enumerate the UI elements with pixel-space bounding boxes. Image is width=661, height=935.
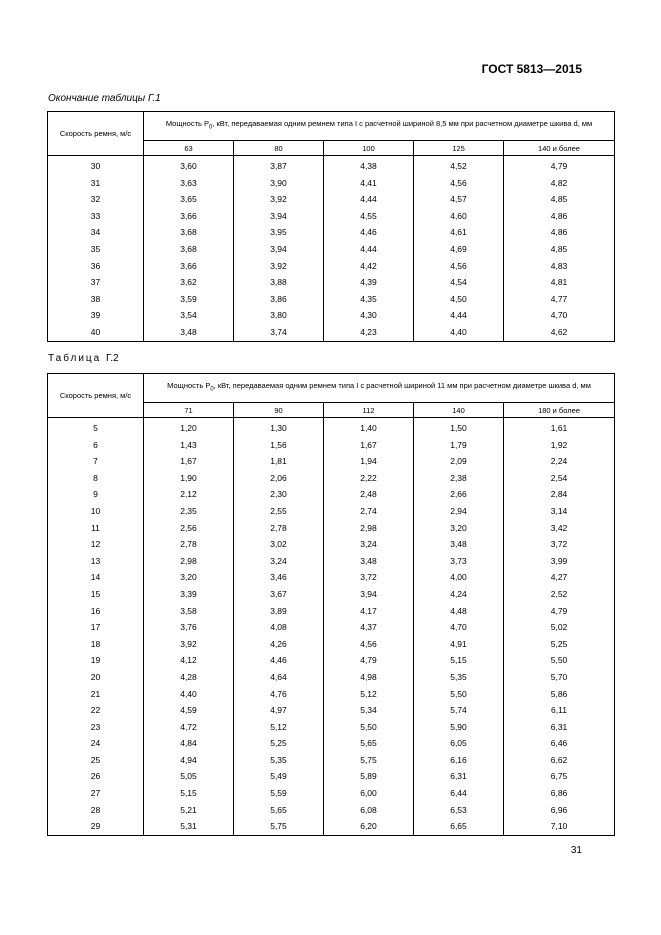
power-cell: 2,98 (144, 553, 234, 570)
speed-cell: 28 (48, 802, 144, 819)
power-cell: 4,82 (504, 175, 615, 192)
speed-cell: 27 (48, 785, 144, 802)
power-cell: 4,17 (324, 603, 414, 620)
power-cell: 3,80 (234, 307, 324, 324)
power-cell: 1,43 (144, 437, 234, 454)
speed-cell: 16 (48, 603, 144, 620)
diameter-header: 90 (234, 403, 324, 418)
power-cell: 4,24 (414, 586, 504, 603)
power-cell: 3,14 (504, 503, 615, 520)
power-cell: 1,67 (324, 437, 414, 454)
power-cell: 2,56 (144, 520, 234, 537)
table-row (48, 503, 615, 520)
power-cell: 3,92 (234, 191, 324, 208)
power-cell: 3,99 (504, 553, 615, 570)
table-row (48, 802, 615, 819)
diameter-header: 112 (324, 403, 414, 418)
speed-cell: 9 (48, 486, 144, 503)
power-cell: 4,44 (414, 307, 504, 324)
power-cell: 2,84 (504, 486, 615, 503)
power-cell: 3,24 (234, 553, 324, 570)
power-cell: 4,52 (414, 156, 504, 175)
power-cell: 5,12 (324, 686, 414, 703)
speed-header: Скорость ремня, м/с (48, 112, 144, 156)
power-cell: 4,57 (414, 191, 504, 208)
power-cell: 2,98 (324, 520, 414, 537)
power-cell: 3,94 (234, 241, 324, 258)
speed-cell: 38 (48, 291, 144, 308)
table1 (47, 111, 615, 342)
power-cell: 6,16 (414, 752, 504, 769)
power-cell: 5,90 (414, 719, 504, 736)
speed-cell: 29 (48, 818, 144, 835)
power-cell: 5,15 (144, 785, 234, 802)
power-cell: 1,94 (324, 453, 414, 470)
diameter-header: 100 (324, 141, 414, 156)
power-cell: 4,86 (504, 224, 615, 241)
power-cell: 5,21 (144, 802, 234, 819)
table-row (48, 191, 615, 208)
power-cell: 6,96 (504, 802, 615, 819)
power-cell: 2,22 (324, 470, 414, 487)
power-cell: 4,97 (234, 702, 324, 719)
power-header: Мощность $P_0$, кВт, передаваемая одним ремнем типа I с расчетной шириной 8,5 мм при расчетном диаметре шкива d, мм (144, 112, 615, 141)
power-cell: 4,37 (324, 619, 414, 636)
power-cell: 4,55 (324, 208, 414, 225)
power-cell: 5,35 (234, 752, 324, 769)
table-row (48, 536, 615, 553)
power-cell: 6,62 (504, 752, 615, 769)
power-cell: 2,06 (234, 470, 324, 487)
power-cell: 3,74 (234, 324, 324, 341)
power-cell: 4,77 (504, 291, 615, 308)
power-cell: 4,85 (504, 241, 615, 258)
power-cell: 4,27 (504, 569, 615, 586)
table-row (48, 603, 615, 620)
speed-cell: 40 (48, 324, 144, 341)
power-cell: 1,81 (234, 453, 324, 470)
power-cell: 6,75 (504, 768, 615, 785)
power-cell: 5,74 (414, 702, 504, 719)
table-row (48, 241, 615, 258)
power-cell: 3,39 (144, 586, 234, 603)
table-row (48, 274, 615, 291)
table-row (48, 652, 615, 669)
power-cell: 3,46 (234, 569, 324, 586)
table2 (47, 373, 615, 836)
table-row (48, 735, 615, 752)
speed-cell: 5 (48, 418, 144, 437)
power-cell: 4,12 (144, 652, 234, 669)
power-cell: 3,95 (234, 224, 324, 241)
power-cell: 4,39 (324, 274, 414, 291)
power-cell: 4,62 (504, 324, 615, 341)
power-cell: 4,54 (414, 274, 504, 291)
table-row (48, 768, 615, 785)
power-cell: 4,42 (324, 258, 414, 275)
power-cell: 3,24 (324, 536, 414, 553)
power-cell: 5,70 (504, 669, 615, 686)
speed-cell: 26 (48, 768, 144, 785)
table-row (48, 785, 615, 802)
table-row (48, 453, 615, 470)
power-cell: 1,61 (504, 418, 615, 437)
power-cell: 3,92 (144, 636, 234, 653)
power-cell: 4,84 (144, 735, 234, 752)
power-cell: 3,62 (144, 274, 234, 291)
power-cell: 4,46 (324, 224, 414, 241)
power-cell: 5,25 (234, 735, 324, 752)
power-cell: 4,40 (414, 324, 504, 341)
speed-cell: 24 (48, 735, 144, 752)
table-row (48, 156, 615, 175)
power-cell: 1,20 (144, 418, 234, 437)
power-cell: 4,70 (414, 619, 504, 636)
speed-cell: 25 (48, 752, 144, 769)
power-cell: 6,46 (504, 735, 615, 752)
power-cell: 5,15 (414, 652, 504, 669)
power-cell: 3,86 (234, 291, 324, 308)
power-cell: 6,31 (504, 719, 615, 736)
power-cell: 3,02 (234, 536, 324, 553)
speed-cell: 21 (48, 686, 144, 703)
speed-cell: 23 (48, 719, 144, 736)
power-cell: 4,44 (324, 191, 414, 208)
table1-body (48, 156, 615, 342)
table-row (48, 569, 615, 586)
power-cell: 4,64 (234, 669, 324, 686)
speed-cell: 33 (48, 208, 144, 225)
power-cell: 4,28 (144, 669, 234, 686)
power-cell: 6,05 (414, 735, 504, 752)
power-cell: 5,65 (324, 735, 414, 752)
power-cell: 3,66 (144, 258, 234, 275)
power-cell: 6,00 (324, 785, 414, 802)
power-cell: 1,79 (414, 437, 504, 454)
power-cell: 5,49 (234, 768, 324, 785)
power-cell: 4,41 (324, 175, 414, 192)
power-cell: 5,50 (324, 719, 414, 736)
power-cell: 4,83 (504, 258, 615, 275)
power-cell: 6,20 (324, 818, 414, 835)
power-cell: 2,12 (144, 486, 234, 503)
power-cell: 4,56 (414, 258, 504, 275)
table-row (48, 669, 615, 686)
power-cell: 4,08 (234, 619, 324, 636)
power-cell: 6,11 (504, 702, 615, 719)
table-row (48, 175, 615, 192)
power-cell: 4,40 (144, 686, 234, 703)
power-cell: 3,67 (234, 586, 324, 603)
power-cell: 3,72 (504, 536, 615, 553)
speed-cell: 36 (48, 258, 144, 275)
speed-cell: 7 (48, 453, 144, 470)
table-row (48, 619, 615, 636)
table-row (48, 702, 615, 719)
power-cell: 2,52 (504, 586, 615, 603)
speed-cell: 30 (48, 156, 144, 175)
power-cell: 1,50 (414, 418, 504, 437)
table-row (48, 520, 615, 537)
power-cell: 3,72 (324, 569, 414, 586)
power-cell: 3,20 (414, 520, 504, 537)
power-cell: 2,35 (144, 503, 234, 520)
power-cell: 4,81 (504, 274, 615, 291)
power-cell: 1,92 (504, 437, 615, 454)
table-row (48, 818, 615, 835)
power-cell: 3,73 (414, 553, 504, 570)
power-cell: 3,54 (144, 307, 234, 324)
table-row (48, 470, 615, 487)
speed-cell: 10 (48, 503, 144, 520)
diameter-header: 140 и более (504, 141, 615, 156)
speed-cell: 15 (48, 586, 144, 603)
diameter-header: 140 (414, 403, 504, 418)
speed-cell: 12 (48, 536, 144, 553)
power-cell: 3,48 (144, 324, 234, 341)
power-cell: 5,25 (504, 636, 615, 653)
power-cell: 3,89 (234, 603, 324, 620)
power-cell: 3,20 (144, 569, 234, 586)
power-cell: 5,50 (504, 652, 615, 669)
speed-cell: 35 (48, 241, 144, 258)
power-cell: 3,60 (144, 156, 234, 175)
power-cell: 4,86 (504, 208, 615, 225)
power-cell: 3,66 (144, 208, 234, 225)
power-header: Мощность $P_0$, кВт, передаваемая одним ремнем типа I с расчетной шириной 11 мм при расчетном диаметре шкива d, мм (144, 374, 615, 403)
power-cell: 4,30 (324, 307, 414, 324)
speed-cell: 22 (48, 702, 144, 719)
power-cell: 2,38 (414, 470, 504, 487)
power-cell: 7,10 (504, 818, 615, 835)
power-cell: 2,48 (324, 486, 414, 503)
speed-cell: 19 (48, 652, 144, 669)
diameter-header: 63 (144, 141, 234, 156)
power-cell: 5,75 (234, 818, 324, 835)
power-cell: 4,48 (414, 603, 504, 620)
power-cell: 5,59 (234, 785, 324, 802)
power-cell: 4,60 (414, 208, 504, 225)
power-cell: 5,05 (144, 768, 234, 785)
power-cell: 5,02 (504, 619, 615, 636)
power-cell: 2,55 (234, 503, 324, 520)
power-cell: 3,42 (504, 520, 615, 537)
speed-cell: 34 (48, 224, 144, 241)
power-cell: 3,94 (234, 208, 324, 225)
power-cell: 3,68 (144, 241, 234, 258)
power-cell: 3,68 (144, 224, 234, 241)
power-cell: 5,35 (414, 669, 504, 686)
speed-cell: 8 (48, 470, 144, 487)
power-cell: 1,56 (234, 437, 324, 454)
table-row (48, 324, 615, 341)
table-row (48, 258, 615, 275)
speed-cell: 20 (48, 669, 144, 686)
power-cell: 2,54 (504, 470, 615, 487)
speed-cell: 39 (48, 307, 144, 324)
power-cell: 4,59 (144, 702, 234, 719)
power-cell: 1,90 (144, 470, 234, 487)
power-cell: 4,70 (504, 307, 615, 324)
document-id: ГОСТ 5813—2015 (481, 62, 582, 76)
power-cell: 4,61 (414, 224, 504, 241)
power-cell: 1,67 (144, 453, 234, 470)
power-cell: 4,79 (504, 156, 615, 175)
power-cell: 2,94 (414, 503, 504, 520)
power-cell: 5,75 (324, 752, 414, 769)
power-cell: 3,65 (144, 191, 234, 208)
power-cell: 3,88 (234, 274, 324, 291)
power-cell: 2,30 (234, 486, 324, 503)
speed-cell: 17 (48, 619, 144, 636)
power-cell: 4,56 (324, 636, 414, 653)
table-row (48, 486, 615, 503)
table-row (48, 636, 615, 653)
power-cell: 4,76 (234, 686, 324, 703)
power-cell: 5,65 (234, 802, 324, 819)
power-cell: 2,24 (504, 453, 615, 470)
power-cell: 4,94 (144, 752, 234, 769)
power-cell: 1,40 (324, 418, 414, 437)
power-cell: 6,65 (414, 818, 504, 835)
power-cell: 4,79 (324, 652, 414, 669)
power-cell: 3,87 (234, 156, 324, 175)
power-cell: 4,44 (324, 241, 414, 258)
table-row (48, 586, 615, 603)
page-number: 31 (570, 845, 582, 856)
power-cell: 1,30 (234, 418, 324, 437)
table-row (48, 307, 615, 324)
power-cell: 5,50 (414, 686, 504, 703)
table-row (48, 418, 615, 437)
power-cell: 4,79 (504, 603, 615, 620)
table-row (48, 291, 615, 308)
speed-cell: 13 (48, 553, 144, 570)
speed-cell: 18 (48, 636, 144, 653)
power-cell: 4,35 (324, 291, 414, 308)
power-cell: 5,34 (324, 702, 414, 719)
power-cell: 4,26 (234, 636, 324, 653)
speed-cell: 11 (48, 520, 144, 537)
table2-caption: Таблица Г.2 (48, 353, 119, 364)
table1-caption: Окончание таблицы Г.1 (48, 93, 161, 104)
table-row (48, 752, 615, 769)
power-cell: 4,85 (504, 191, 615, 208)
table-row (48, 686, 615, 703)
diameter-header: 80 (234, 141, 324, 156)
power-cell: 5,86 (504, 686, 615, 703)
power-cell: 4,91 (414, 636, 504, 653)
diameter-header: 180 и более (504, 403, 615, 418)
power-cell: 4,72 (144, 719, 234, 736)
power-cell: 3,90 (234, 175, 324, 192)
power-cell: 6,31 (414, 768, 504, 785)
power-cell: 3,59 (144, 291, 234, 308)
power-cell: 6,08 (324, 802, 414, 819)
table2-body (48, 418, 615, 836)
diameter-header: 125 (414, 141, 504, 156)
power-cell: 4,23 (324, 324, 414, 341)
power-cell: 3,76 (144, 619, 234, 636)
table-row (48, 208, 615, 225)
power-cell: 4,46 (234, 652, 324, 669)
table-row (48, 553, 615, 570)
power-cell: 6,53 (414, 802, 504, 819)
speed-header: Скорость ремня, м/с (48, 374, 144, 418)
power-cell: 3,92 (234, 258, 324, 275)
power-cell: 4,50 (414, 291, 504, 308)
table-row (48, 224, 615, 241)
power-cell: 2,66 (414, 486, 504, 503)
power-cell: 4,38 (324, 156, 414, 175)
power-cell: 4,98 (324, 669, 414, 686)
power-cell: 5,89 (324, 768, 414, 785)
speed-cell: 37 (48, 274, 144, 291)
power-cell: 4,69 (414, 241, 504, 258)
power-cell: 2,09 (414, 453, 504, 470)
power-cell: 3,94 (324, 586, 414, 603)
power-cell: 2,74 (324, 503, 414, 520)
table-row (48, 437, 615, 454)
diameter-header: 71 (144, 403, 234, 418)
power-cell: 3,58 (144, 603, 234, 620)
power-cell: 3,48 (324, 553, 414, 570)
speed-cell: 32 (48, 191, 144, 208)
table-row (48, 719, 615, 736)
power-cell: 4,00 (414, 569, 504, 586)
power-cell: 3,48 (414, 536, 504, 553)
power-cell: 4,56 (414, 175, 504, 192)
power-cell: 2,78 (144, 536, 234, 553)
speed-cell: 31 (48, 175, 144, 192)
power-cell: 5,12 (234, 719, 324, 736)
speed-cell: 14 (48, 569, 144, 586)
power-cell: 2,78 (234, 520, 324, 537)
power-cell: 3,63 (144, 175, 234, 192)
power-cell: 6,44 (414, 785, 504, 802)
speed-cell: 6 (48, 437, 144, 454)
power-cell: 5,31 (144, 818, 234, 835)
power-cell: 6,86 (504, 785, 615, 802)
